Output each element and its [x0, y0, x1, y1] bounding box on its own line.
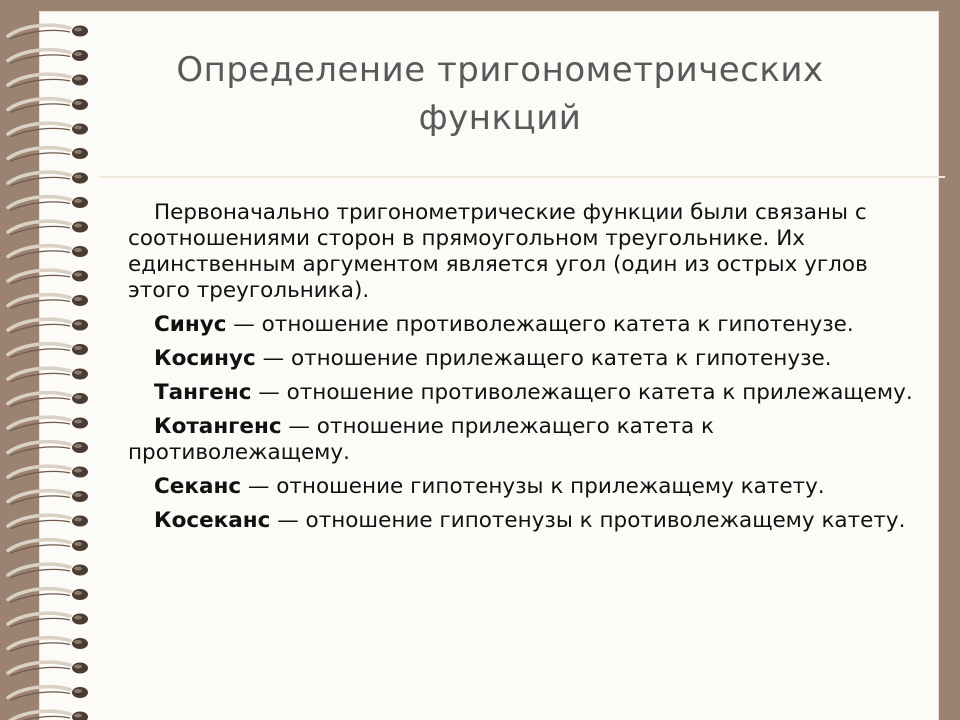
binding-hole-highlight [74, 567, 82, 571]
definition-text: — отношение противолежащего катета к гипотенузе. [226, 312, 854, 337]
binding-hole-highlight [74, 714, 82, 718]
binding-hole-highlight [74, 150, 82, 154]
title-divider [100, 176, 945, 178]
binding-hole-highlight [74, 101, 82, 105]
binding-hole-highlight [74, 395, 82, 399]
definition-text: — отношение прилежащего катета к противолежащему. [128, 414, 715, 465]
binding-hole-highlight [74, 297, 82, 301]
binding-hole-highlight [74, 689, 82, 693]
slide-title [120, 46, 880, 142]
definition-text: — отношение гипотенузы к противолежащему катету. [270, 508, 906, 533]
binding-hole-highlight [74, 346, 82, 350]
binding-ring [8, 711, 70, 720]
definition-text: — отношение прилежащего катета к гипотенузе. [255, 346, 832, 371]
definition-cosecant [128, 508, 928, 534]
intro-text: Первоначально тригонометрические функции были связаны с соотношениями сторон в прямоугольном треугольнике. Их единственным аргументом является угол (один из острых углов этого треугольника). [128, 200, 868, 303]
binding-hole-highlight [74, 77, 82, 81]
definition-sine [128, 312, 928, 338]
title-line-2: функций [418, 98, 582, 138]
binding-hole-highlight [74, 493, 82, 497]
binding-hole-highlight [74, 542, 82, 546]
term-tangent: Тангенс [154, 380, 252, 405]
term-sine: Синус [154, 312, 227, 337]
binding-hole-highlight [74, 444, 82, 448]
binding-hole-highlight [74, 175, 82, 179]
slide-body [128, 200, 928, 542]
binding-hole-highlight [74, 126, 82, 130]
term-cosine: Косинус [154, 346, 256, 371]
binding-hole-highlight [74, 591, 82, 595]
binding-hole-highlight [74, 371, 82, 375]
definition-text: — отношение противолежащего катета к прилежащему. [251, 380, 913, 405]
binding-hole-highlight [74, 322, 82, 326]
binding-hole-highlight [74, 273, 82, 277]
binding-hole-highlight [74, 28, 82, 32]
binding-hole-highlight [74, 469, 82, 473]
term-cotangent: Котангенс [154, 414, 282, 439]
definition-cotangent [128, 414, 928, 466]
binding-hole-highlight [74, 640, 82, 644]
binding-hole-highlight [74, 248, 82, 252]
spiral-binding-icon [0, 0, 110, 720]
term-cosecant: Косеканс [154, 508, 271, 533]
binding-hole-highlight [74, 665, 82, 669]
binding-hole-highlight [74, 199, 82, 203]
definition-secant [128, 474, 928, 500]
title-line-1: Определение тригонометрических [176, 50, 824, 90]
definition-text: — отношение гипотенузы к прилежащему катету. [241, 474, 825, 499]
definition-tangent [128, 380, 928, 406]
binding-hole-highlight [74, 616, 82, 620]
term-secant: Секанс [154, 474, 242, 499]
intro-paragraph [128, 200, 928, 304]
binding-hole-highlight [74, 52, 82, 56]
binding-hole-highlight [74, 420, 82, 424]
binding-hole-highlight [74, 518, 82, 522]
binding-hole-highlight [74, 224, 82, 228]
definition-cosine [128, 346, 928, 372]
